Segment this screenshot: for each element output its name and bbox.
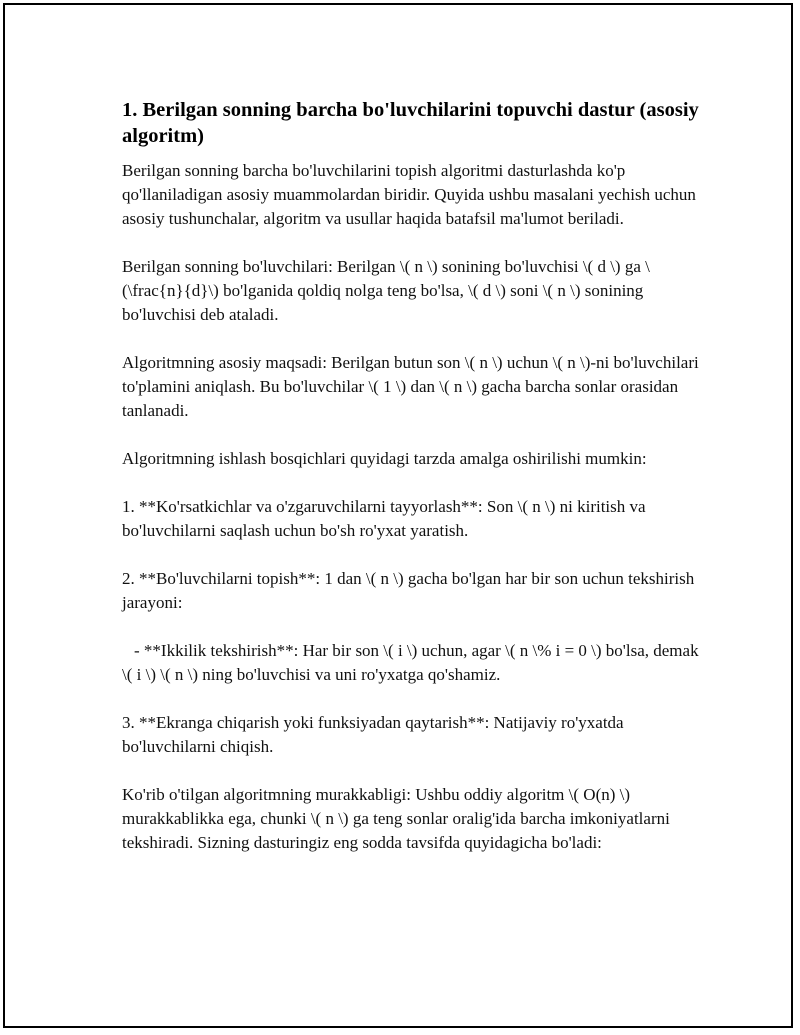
document-body bbox=[122, 97, 702, 879]
document-title: 1. Berilgan sonning barcha bo'luvchilarini topuvchi dastur (asosiy algoritm) bbox=[122, 99, 699, 147]
paragraph-step-3: 3. **Ekranga chiqarish yoki funksiyadan qaytarish**: Natijaviy ro'yxatda bo'luvchilarni chiqish. bbox=[122, 713, 628, 756]
paragraph-intro: Berilgan sonning barcha bo'luvchilarini topish algoritmi dasturlashda ko'p qo'llaniladigan asosiy muammolardan biridir. Quyida ushbu masalani yechish uchun asosiy tushunchalar, algoritm va usullar haqida batafsil ma'lumot beriladi. bbox=[122, 161, 701, 228]
paragraph-steps-intro: Algoritmning ishlash bosqichlari quyidagi tarzda amalga oshirilishi mumkin: bbox=[122, 449, 647, 468]
paragraph-step-2: 2. **Bo'luvchilarni topish**: 1 dan \( n \) gacha bo'lgan har bir son uchun tekshirish jarayoni: bbox=[122, 569, 699, 612]
page-frame bbox=[3, 3, 793, 1028]
paragraph-goal: Algoritmning asosiy maqsadi: Berilgan butun son \( n \) uchun \( n \)-ni bo'luvchilari to'plamini aniqlash. Bu bo'luvchilar \( 1 \) dan \( n \) gacha barcha sonlar orasidan tanlanadi. bbox=[122, 353, 703, 420]
paragraph-step-2-sub: - **Ikkilik tekshirish**: Har bir son \( i \) uchun, agar \( n \% i = 0 \) bo'lsa, demak \( i \) \( n \) ning bo'luvchisi va uni ro'yxatga qo'shamiz. bbox=[122, 641, 703, 684]
paragraph-divisor-definition: Berilgan sonning bo'luvchilari: Berilgan \( n \) sonining bo'luvchisi \( d \) ga \(\frac{n}{d}\) bo'lganida qoldiq nolga teng bo'lsa, \( d \) soni \( n \) sonining bo'luvchisi deb ataladi. bbox=[122, 257, 650, 324]
paragraph-complexity: Ko'rib o'tilgan algoritmning murakkabligi: Ushbu oddiy algoritm \( O(n) \) murakkablikka ega, chunki \( n \) ga teng sonlar oralig'ida barcha imkoniyatlarni tekshiradi. Sizning dasturingiz eng sodda tavsifda quyidagicha bo'ladi: bbox=[122, 785, 675, 852]
paragraph-step-1: 1. **Ko'rsatkichlar va o'zgaruvchilarni tayyorlash**: Son \( n \) ni kiritish va bo'luvchilarni saqlash uchun bo'sh ro'yxat yaratish. bbox=[122, 497, 650, 540]
